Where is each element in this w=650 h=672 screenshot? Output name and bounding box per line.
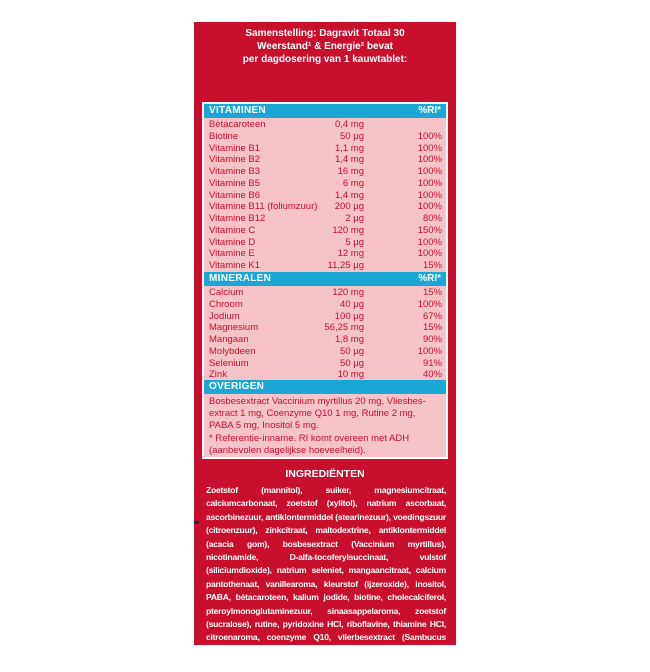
nutrient-row — [204, 237, 446, 249]
nutrient-row — [204, 260, 446, 272]
nutrient-name: Chroom — [209, 298, 243, 310]
nutrient-name: Vitamine K1 — [209, 260, 261, 271]
nutrient-row — [204, 225, 446, 237]
nutrient-name: Vitamine B6 — [209, 189, 261, 201]
other-section-header — [204, 380, 446, 394]
nutrient-ri: 100% — [417, 236, 442, 248]
nutrient-name: Biotine — [209, 130, 239, 142]
nutrient-ri: 67% — [422, 310, 442, 322]
nutrient-name: Calcium — [209, 287, 244, 298]
nutrient-row — [204, 119, 446, 131]
nutrient-ri: 15% — [422, 322, 442, 334]
nutrient-row — [204, 346, 446, 358]
nutrient-amount: 16 mg — [337, 166, 364, 177]
nutrient-name: Vitamine E — [209, 248, 255, 260]
nutrient-amount: 120 mg — [332, 287, 364, 298]
nutrient-amount: 5 µg — [345, 236, 364, 248]
nutrient-amount: 1,8 mg — [334, 334, 364, 345]
nutrient-name: Vitamine B1 — [209, 142, 261, 154]
nutrient-amount: 10 mg — [337, 369, 364, 381]
nutrient-ri: 100% — [417, 142, 442, 154]
nutrient-amount: 6 mg — [342, 177, 364, 189]
nutrient-row — [204, 287, 446, 299]
nutrient-row — [204, 143, 446, 155]
nutrient-amount: 40 µg — [340, 298, 364, 310]
minerals-ri-label: %RI* — [418, 273, 441, 284]
nutrient-ri: 15% — [422, 260, 442, 271]
header-line-2: Weerstand¹ & Energie² bevat — [257, 41, 393, 52]
nutrient-name: Magnesium — [209, 322, 259, 334]
nutrient-row — [204, 322, 446, 334]
other-title: OVERIGEN — [209, 381, 265, 392]
nutrient-ri: 15% — [422, 287, 442, 298]
package-edge-mark — [194, 521, 199, 524]
nutrient-name: Zink — [209, 369, 227, 381]
header-line-3: per dagdosering van 1 kauwtablet: — [242, 54, 408, 65]
nutrient-amount: 100 µg — [334, 310, 364, 322]
nutrient-row — [204, 213, 446, 225]
nutrient-name: Vitamine B2 — [209, 154, 261, 166]
nutrient-ri: 100% — [417, 154, 442, 166]
other-text: Bosbesextract Vaccinium myrtillus 20 mg, Vliesbes-extract 1 mg, Coenzyme Q10 1 mg, Rutine 2 mg, PABA 5 mg, Inositol 5 mg. — [209, 396, 426, 431]
nutrient-amount: 1,4 mg — [334, 154, 364, 166]
nutrient-amount: 56,25 mg — [324, 322, 364, 334]
nutrient-row — [204, 201, 446, 213]
nutrient-ri: 100% — [417, 189, 442, 201]
nutrient-ri: 90% — [422, 334, 442, 345]
nutrient-ri: 100% — [417, 298, 442, 310]
nutrient-ri: 100% — [417, 130, 442, 142]
nutrient-row — [204, 311, 446, 323]
nutrient-row — [204, 131, 446, 143]
nutrient-amount: 120 mg — [332, 224, 364, 236]
vitamins-title: VITAMINEN — [209, 105, 266, 116]
nutrient-amount: 11,25 µg — [327, 260, 364, 271]
nutrient-amount: 0,4 mg — [334, 119, 364, 130]
vitamins-list — [204, 119, 446, 272]
nutrient-ri: 100% — [417, 345, 442, 357]
minerals-section-header — [204, 272, 446, 286]
product-label-panel — [194, 22, 456, 670]
nutrient-amount: 50 µg — [340, 130, 364, 142]
nutrient-ri: 100% — [417, 177, 442, 189]
nutrient-name: Vitamine C — [209, 224, 256, 236]
nutrient-ri: 150% — [417, 224, 442, 236]
nutrient-name: Vitamine B11 (foliumzuur) — [209, 201, 318, 213]
nutrient-ri: 100% — [417, 201, 442, 213]
nutrient-row — [204, 154, 446, 166]
nutrient-ri: 91% — [422, 357, 442, 369]
nutrient-name: Bètacaroteen — [209, 119, 266, 130]
nutrient-ri: 40% — [422, 369, 442, 381]
nutrient-amount: 2 µg — [345, 213, 364, 224]
ingredients-text: Zoetstof (mannitol), suiker, magnesiumcitraat, calciumcarbonaat, zoetstof (xylitol), natrium ascorbaat, ascorbinezuur, antiklontermiddel (stearinezuur), voedingszuur (citroenzuur), zinkcitraat, maltodextrine, antiklontermiddel (acacia gom), bosbesextract (Vaccinium myrtillus), nicotinamide, D-alfa-tocoferylsuccinaat, vulstof (siliciumdioxide), natrium seleniet, mangaancitraat, calcium pantothenaat, vanillearoma, kleurstof (ijzeroxide), inositol, PABA, bètacaroteen, kalium jodide, biotine, cholecalciferol, pteroylmonoglutaminezuur, sinaasappelaroma, zoetstof (sucralose), rutine, pyridoxine HCl, riboflavine, thiamine HCl, citroenaroma, coenzyme Q10, vlierbesextract (Sambucus nigra), chroompicolinaat, phytomenadion, cyanocobalamine, natriummolybdaat. — [206, 485, 446, 670]
nutrient-row — [204, 358, 446, 370]
nutrient-amount: 1,4 mg — [334, 189, 364, 201]
nutrient-ri: 80% — [422, 213, 442, 224]
ingredients-title: INGREDIËNTEN — [285, 468, 365, 480]
nutrient-name: Jodium — [209, 310, 240, 322]
nutrient-ri: 100% — [417, 166, 442, 177]
ri-footnote: * Referentie-inname. RI komt overeen met ADH (aanbevolen dagelijkse hoeveelheid). — [209, 433, 410, 456]
nutrient-name: Molybdeen — [209, 345, 256, 357]
nutrient-row — [204, 166, 446, 178]
nutrient-row — [204, 248, 446, 260]
nutrient-amount: 1,1 mg — [334, 142, 364, 154]
nutrient-name: Mangaan — [209, 334, 249, 345]
nutrient-name: Selenium — [209, 357, 249, 369]
nutrient-amount: 50 µg — [340, 345, 364, 357]
nutrient-amount: 12 mg — [337, 248, 364, 260]
composition-header — [194, 27, 456, 66]
nutrient-name: Vitamine D — [209, 236, 256, 248]
nutrient-amount: 200 µg — [334, 201, 364, 213]
nutrient-name: Vitamine B5 — [209, 177, 261, 189]
nutrition-table — [202, 102, 448, 459]
nutrient-name: Vitamine B3 — [209, 166, 261, 177]
header-line-1: Samenstelling: Dagravit Totaal 30 — [245, 28, 405, 39]
nutrient-amount: 50 µg — [340, 357, 364, 369]
nutrient-row — [204, 178, 446, 190]
nutrient-row — [204, 190, 446, 202]
nutrient-ri: 100% — [417, 248, 442, 260]
nutrient-row — [204, 334, 446, 346]
vitamins-ri-label: %RI* — [418, 105, 441, 116]
minerals-list — [204, 287, 446, 381]
vitamins-section-header — [204, 104, 446, 118]
nutrient-name: Vitamine B12 — [209, 213, 266, 224]
nutrient-row — [204, 299, 446, 311]
minerals-title: MINERALEN — [209, 273, 272, 284]
